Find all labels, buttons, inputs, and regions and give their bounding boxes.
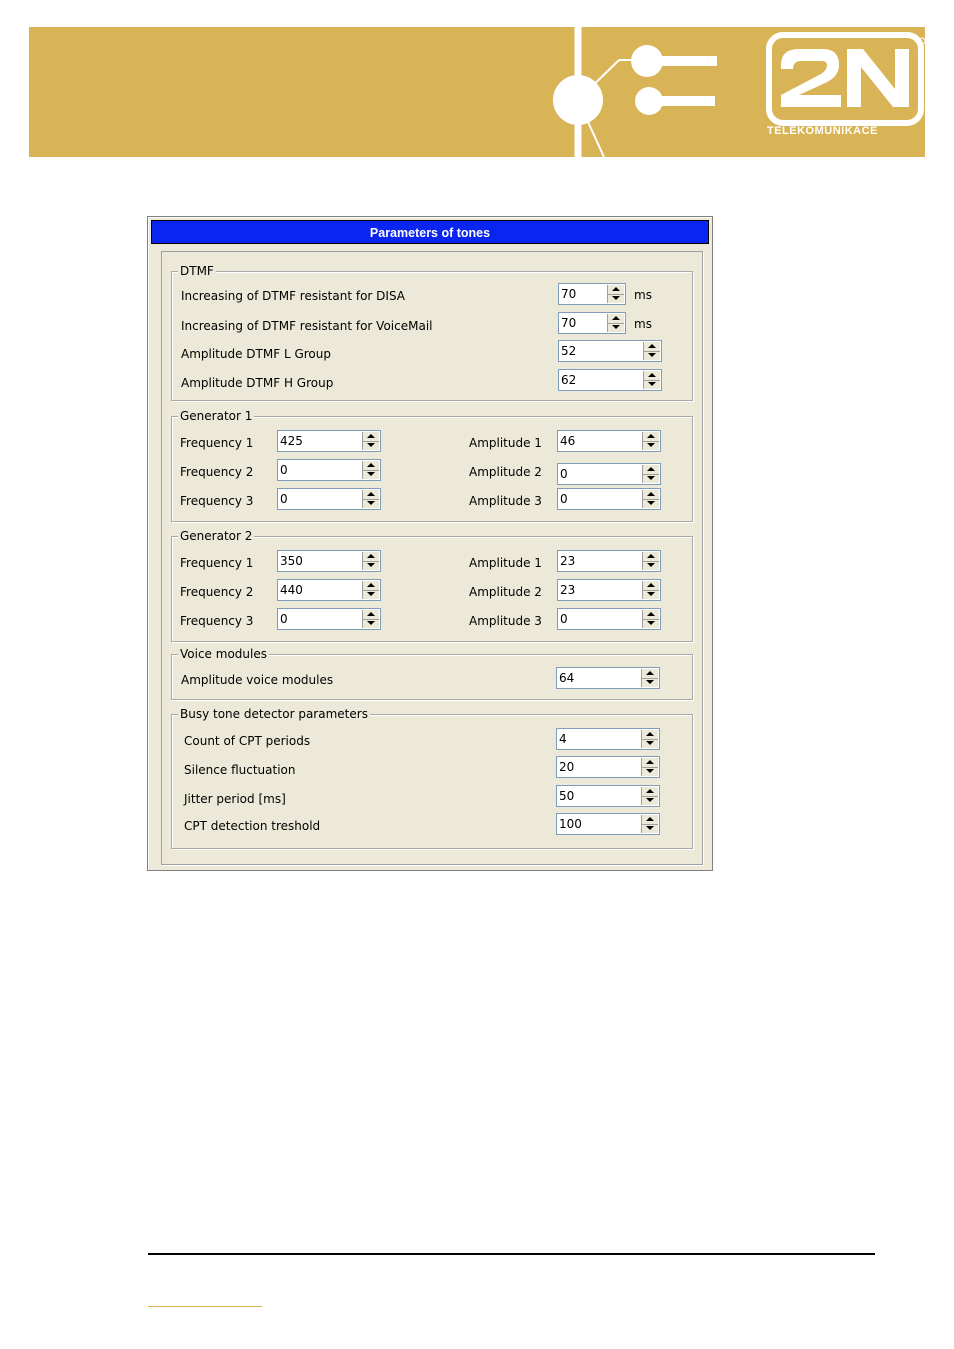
gen2-amplitude2-input[interactable]	[559, 581, 632, 599]
gen1-frequency2-label: Frequency 2	[180, 465, 254, 479]
gen2-amplitude3-spinner[interactable]	[557, 608, 661, 630]
busy-tone-group	[171, 707, 693, 849]
gen2-frequency2-label: Frequency 2	[180, 585, 254, 599]
jitter-period-label: Jitter period [ms]	[184, 792, 286, 806]
gen1-amplitude1-input[interactable]	[559, 432, 632, 450]
spin-down-icon[interactable]	[608, 294, 624, 303]
dtmf-disa-spinner[interactable]	[558, 283, 626, 305]
dialog-panel	[161, 251, 703, 865]
voice-modules-group	[171, 647, 693, 700]
gen1-frequency2-input[interactable]	[279, 461, 352, 479]
parameters-of-tones-window	[147, 216, 713, 871]
spin-down-icon[interactable]	[363, 561, 379, 570]
spin-down-icon[interactable]	[643, 441, 659, 450]
dtmf-group	[171, 264, 693, 401]
gen1-amplitude1-spinner[interactable]	[557, 430, 661, 452]
window-title: Parameters of tones	[151, 220, 709, 244]
dtmf-voicemail-unit: ms	[634, 317, 652, 331]
spin-down-icon[interactable]	[363, 470, 379, 479]
voice-amplitude-spinner[interactable]	[556, 667, 660, 689]
gen2-amplitude2-label: Amplitude 2	[469, 585, 542, 599]
cpt-periods-spinner[interactable]	[556, 728, 660, 750]
dtmf-disa-input[interactable]	[560, 285, 608, 303]
cpt-periods-label: Count of CPT periods	[184, 734, 311, 748]
spin-down-icon[interactable]	[608, 323, 624, 332]
gen2-amplitude1-label: Amplitude 1	[469, 556, 542, 570]
gen2-amplitude1-input[interactable]	[559, 552, 632, 570]
dtmf-h-group-label: Amplitude DTMF H Group	[181, 376, 334, 390]
cpt-treshold-spinner[interactable]	[556, 813, 660, 835]
generator2-group	[171, 529, 693, 642]
spin-down-icon[interactable]	[643, 590, 659, 599]
gen1-frequency1-label: Frequency 1	[180, 436, 254, 450]
gen1-amplitude2-spinner[interactable]	[557, 463, 661, 485]
spin-down-icon[interactable]	[644, 380, 660, 389]
gen1-amplitude1-label: Amplitude 1	[469, 436, 542, 450]
gen2-frequency1-input[interactable]	[279, 552, 352, 570]
2n-logo-graphic-icon	[29, 27, 925, 157]
gen2-frequency2-input[interactable]	[279, 581, 352, 599]
spin-down-icon[interactable]	[643, 499, 659, 508]
dtmf-legend: DTMF	[180, 264, 214, 278]
dtmf-l-group-input[interactable]	[560, 342, 633, 360]
gen1-frequency2-spinner[interactable]	[277, 459, 381, 481]
gen2-amplitude3-label: Amplitude 3	[469, 614, 542, 628]
generator1-legend: Generator 1	[180, 409, 253, 423]
gen2-frequency1-label: Frequency 1	[180, 556, 254, 570]
gen1-frequency1-input[interactable]	[279, 432, 352, 450]
footer-divider	[148, 1253, 875, 1255]
voice-amplitude-label: Amplitude voice modules	[181, 673, 334, 687]
jitter-period-input[interactable]	[558, 787, 631, 805]
spin-down-icon[interactable]	[643, 474, 659, 483]
gen2-frequency3-spinner[interactable]	[277, 608, 381, 630]
gen1-frequency3-spinner[interactable]	[277, 488, 381, 510]
spin-down-icon[interactable]	[643, 561, 659, 570]
gen1-amplitude3-spinner[interactable]	[557, 488, 661, 510]
busy-tone-legend: Busy tone detector parameters	[180, 707, 368, 721]
spin-down-icon[interactable]	[642, 739, 658, 748]
spin-down-icon[interactable]	[642, 767, 658, 776]
generator2-legend: Generator 2	[180, 529, 253, 543]
gen1-amplitude2-input[interactable]	[559, 465, 632, 483]
gen2-frequency2-spinner[interactable]	[277, 579, 381, 601]
generator1-group	[171, 409, 693, 522]
spin-down-icon[interactable]	[363, 619, 379, 628]
dtmf-disa-label: Increasing of DTMF resistant for DISA	[181, 289, 406, 303]
gen1-frequency1-spinner[interactable]	[277, 430, 381, 452]
gen1-amplitude2-label: Amplitude 2	[469, 465, 542, 479]
voice-modules-legend: Voice modules	[180, 647, 267, 661]
gen2-amplitude3-input[interactable]	[559, 610, 632, 628]
dtmf-l-group-spinner[interactable]	[558, 340, 662, 362]
spin-down-icon[interactable]	[642, 824, 658, 833]
dtmf-l-group-label: Amplitude DTMF L Group	[181, 347, 331, 361]
cpt-treshold-label: CPT detection treshold	[184, 819, 321, 833]
gen2-frequency3-input[interactable]	[279, 610, 352, 628]
jitter-period-spinner[interactable]	[556, 785, 660, 807]
gen1-amplitude3-label: Amplitude 3	[469, 494, 542, 508]
cpt-treshold-input[interactable]	[558, 815, 631, 833]
spin-down-icon[interactable]	[642, 678, 658, 687]
gen1-amplitude3-input[interactable]	[559, 490, 632, 508]
dtmf-disa-unit: ms	[634, 288, 652, 302]
footer-link-underline[interactable]	[148, 1306, 262, 1307]
spin-down-icon[interactable]	[642, 796, 658, 805]
dtmf-h-group-spinner[interactable]	[558, 369, 662, 391]
spin-down-icon[interactable]	[363, 590, 379, 599]
cpt-periods-input[interactable]	[558, 730, 631, 748]
dtmf-voicemail-input[interactable]	[560, 314, 608, 332]
spin-down-icon[interactable]	[363, 441, 379, 450]
company-tagline: TELEKOMUNIKACE	[767, 125, 878, 137]
dtmf-voicemail-spinner[interactable]	[558, 312, 626, 334]
gen2-frequency1-spinner[interactable]	[277, 550, 381, 572]
silence-fluctuation-input[interactable]	[558, 758, 631, 776]
dtmf-h-group-input[interactable]	[560, 371, 633, 389]
spin-down-icon[interactable]	[643, 619, 659, 628]
spin-down-icon[interactable]	[644, 351, 660, 360]
spin-down-icon[interactable]	[363, 499, 379, 508]
gen2-amplitude2-spinner[interactable]	[557, 579, 661, 601]
gen2-frequency3-label: Frequency 3	[180, 614, 254, 628]
header-banner	[29, 27, 925, 157]
silence-fluctuation-spinner[interactable]	[556, 756, 660, 778]
voice-amplitude-input[interactable]	[558, 669, 631, 687]
gen1-frequency3-label: Frequency 3	[180, 494, 254, 508]
silence-fluctuation-label: Silence fluctuation	[184, 763, 296, 777]
gen2-amplitude1-spinner[interactable]	[557, 550, 661, 572]
dtmf-voicemail-label: Increasing of DTMF resistant for VoiceMail	[181, 319, 433, 333]
gen1-frequency3-input[interactable]	[279, 490, 352, 508]
